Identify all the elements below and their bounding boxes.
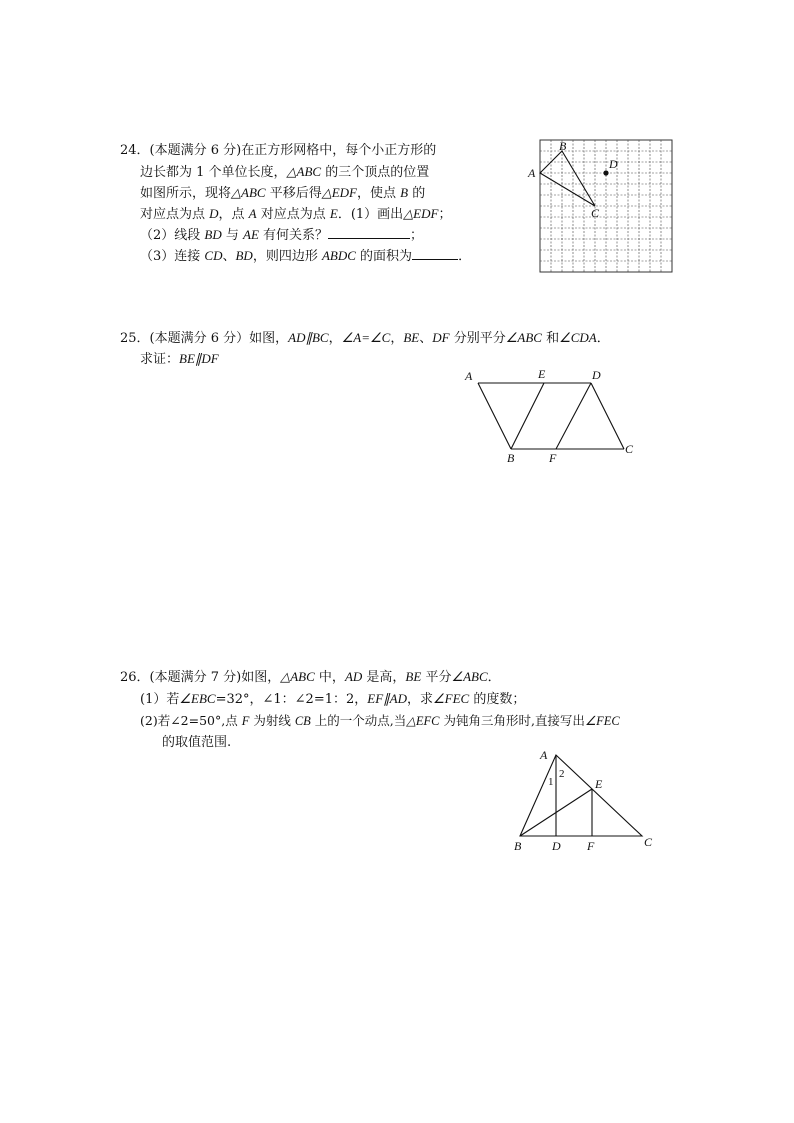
q24-text-4e: ； [438, 207, 452, 222]
q24-text-5b: 与 [221, 228, 244, 243]
q26-text-2g: 的度数； [469, 692, 526, 707]
q26-line3 [140, 710, 620, 732]
q25-angle-a-c: ∠A=∠C [341, 330, 391, 345]
q24-triangle-edf: △EDF [321, 185, 357, 200]
q26-text-1c: 中， [314, 670, 345, 685]
q25-figure [460, 365, 660, 465]
q24-triangle-abc-2: △ABC [231, 185, 266, 200]
q26-point-f: F [241, 714, 250, 728]
q24-text-6b: 、 [222, 249, 236, 264]
q24-text-4d: ．(1）画出 [337, 207, 404, 222]
q26-text-2c: =32°，∠1：∠2=1：2， [215, 692, 368, 707]
q25-line2 [140, 348, 219, 370]
q26-text-3d: 为钝角三角形时,直接写出 [439, 713, 585, 728]
q24-grid-figure [525, 135, 705, 275]
q24-triangle-edf-2: △EDF [403, 206, 439, 221]
q26-figure [505, 745, 675, 855]
q26-text-3c: 上的一个动点,当 [310, 713, 407, 728]
q25-angle-abc: ∠ABC [505, 330, 542, 345]
q24-segment-cd: CD [204, 248, 223, 263]
q26-angle-fec-2: ∠FEC [584, 714, 620, 728]
q25-text-2a: 求证： [140, 352, 180, 367]
q24-label-b: B [559, 139, 567, 153]
q26-angle-1-label: 1 [548, 776, 554, 788]
q26-parallel-ef-ad: EF∥AD [367, 691, 407, 706]
q24-point-b: B [400, 185, 409, 200]
q25-line-df [556, 383, 591, 449]
q25-label-c: C [625, 442, 634, 456]
q25-text-1a: 25．(本题满分 6 分）如图， [120, 331, 289, 346]
q26-text-1e: 是高， [362, 670, 406, 685]
q24-point-a: A [248, 206, 257, 221]
q25-text-1g: 、 [419, 331, 433, 346]
q26-text-1g: 平分 [421, 670, 452, 685]
q25-parallel-ad-bc: AD∥BC [288, 330, 329, 345]
q24-text-1: 24．(本题满分 6 分)在正方形网格中，每个小正方形的 [120, 143, 437, 158]
q24-text-5d: ； [410, 228, 424, 243]
q25-label-f: F [549, 451, 557, 465]
q24-label-c: C [591, 206, 600, 220]
q25-text-1k: 和 [541, 331, 560, 346]
q26-line4 [162, 732, 231, 753]
q24-text-3c: ，使点 [357, 186, 401, 201]
q25-text-1c: ， [328, 331, 342, 346]
q26-text-1a: 26．(本题满分 7 分)如图， [120, 670, 281, 685]
q24-text-2a: 边长都为 1 个单位长度， [140, 165, 287, 180]
q26-label-b: B [514, 839, 522, 853]
q26-text-4: 的取值范围. [162, 735, 232, 750]
q25-line-dc [591, 383, 624, 449]
q26-segment-ad: AD [344, 669, 363, 684]
q24-text-3b: 平移后得 [265, 186, 322, 201]
q25-line-be [511, 383, 544, 449]
q24-line2 [140, 161, 429, 183]
q24-point-e: E [329, 206, 338, 221]
q24-text-4a: 对应点为点 [140, 207, 210, 222]
q24-text-6c: ，则四边形 [252, 249, 322, 264]
q26-text-2e: ，求 [406, 692, 433, 707]
q25-angle-cda: ∠CDA [559, 330, 597, 345]
q26-angle-2-label: 2 [559, 768, 565, 780]
q26-ray-cb: CB [294, 714, 311, 728]
q26-angle-fec: ∠FEC [433, 691, 470, 706]
q24-text-6e: ． [458, 249, 472, 264]
q24-line1 [120, 140, 436, 161]
q24-label-d: D [609, 157, 618, 171]
q24-text-5a: （2）线段 [140, 228, 205, 243]
q25-text-1e: ， [390, 331, 404, 346]
q26-text-2a: (1）若 [140, 692, 180, 707]
q24-triangle-abc-shape [540, 151, 595, 206]
q24-segment-bd: BD [204, 227, 222, 242]
q25-line-ab [478, 383, 511, 449]
q24-line3 [140, 182, 425, 204]
q26-label-f: F [587, 839, 595, 853]
q24-grid [540, 140, 672, 272]
q26-line1 [120, 666, 501, 688]
q26-line2 [140, 688, 525, 710]
q25-text-1m: ． [596, 331, 610, 346]
q24-segment-bd-2: BD [235, 248, 253, 263]
q25-label-e: E [538, 367, 546, 381]
q24-point-d-dot [603, 170, 608, 175]
q24-text-6a: （3）连接 [140, 249, 205, 264]
q24-text-3a: 如图所示，现将 [140, 186, 232, 201]
q24-answer-blank-3[interactable] [412, 245, 458, 260]
q25-label-d: D [592, 368, 601, 382]
q24-segment-ae: AE [243, 227, 259, 242]
q26-angle-ebc: ∠EBC [179, 691, 216, 706]
q25-segment-be: BE [403, 330, 420, 345]
q26-angle-abc: ∠ABC [451, 669, 488, 684]
q24-text-5c: 有何关系？ [258, 228, 329, 243]
q26-label-d: D [552, 839, 561, 853]
q24-line5 [140, 224, 423, 246]
q26-text-3a: (2)若∠2=50°,点 [140, 713, 242, 728]
q26-triangle-abc: △ABC [280, 669, 315, 684]
q24-line6 [140, 245, 471, 267]
q25-text-1i: 分别平分 [449, 331, 506, 346]
q24-label-a: A [528, 166, 536, 180]
q26-label-c: C [644, 835, 653, 849]
q26-text-3b: 为射线 [249, 713, 295, 728]
q26-segment-be: BE [405, 669, 422, 684]
q26-triangle-efc: △EFC [406, 714, 440, 728]
q25-line1 [120, 327, 610, 349]
q24-triangle-abc: △ABC [286, 164, 322, 179]
q24-quad-abdc: ABDC [321, 248, 356, 263]
q25-parallel-be-df: BE∥DF [179, 351, 219, 366]
q24-text-6d: 的面积为 [355, 249, 413, 264]
q25-label-b: B [507, 451, 515, 465]
q25-label-a: A [465, 369, 473, 383]
q26-label-e: E [595, 777, 603, 791]
q26-label-a: A [540, 748, 548, 762]
q24-answer-blank-2[interactable] [328, 224, 410, 239]
q26-text-1i: ． [487, 670, 501, 685]
q24-text-4c: 对应点为点 [256, 207, 330, 222]
q24-line4 [140, 203, 451, 225]
q24-text-2b: 的三个顶点的位置 [321, 165, 430, 180]
q25-segment-df: DF [432, 330, 450, 345]
q24-point-d: D [209, 206, 219, 221]
q24-text-4b: ，点 [218, 207, 249, 222]
q24-text-3d: 的 [408, 186, 426, 201]
